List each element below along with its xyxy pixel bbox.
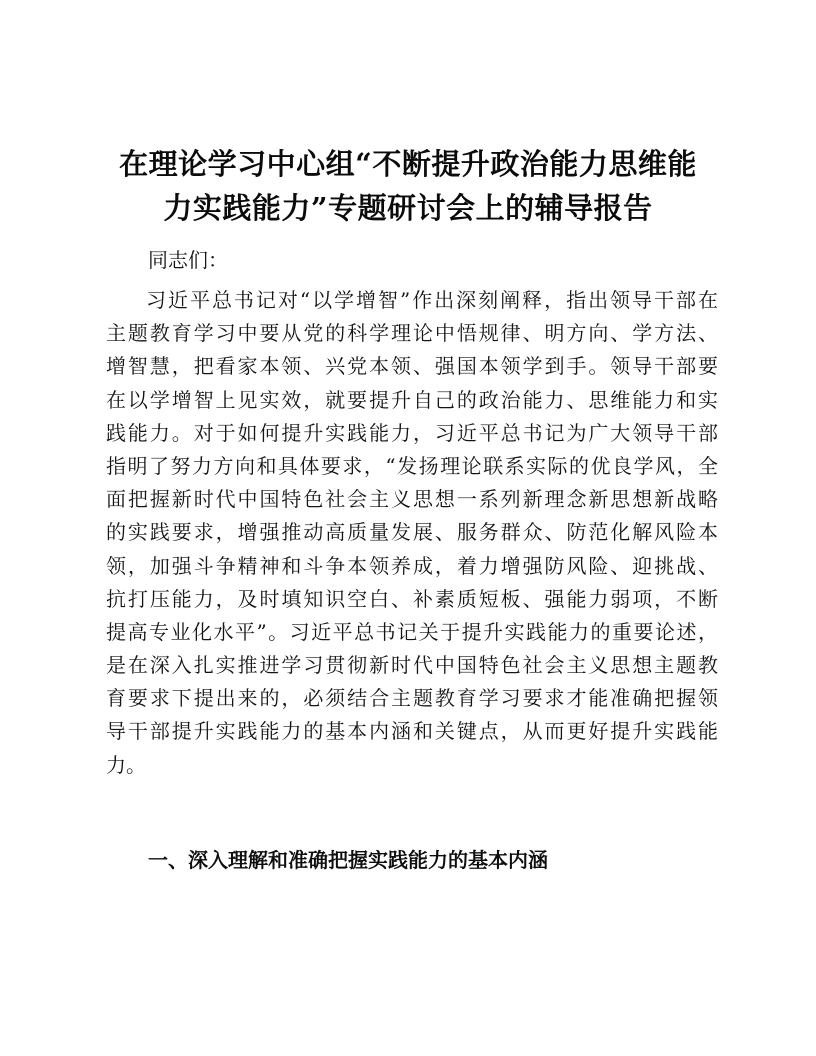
- paragraph-line: 是在深入扎实推进学习贯彻新时代中国特色社会主义思想主题教: [106, 653, 718, 678]
- paragraph-line: 的实践要求，增强推动高质量发展、服务群众、防范化解风险本: [106, 520, 718, 545]
- paragraph-line: 主题教育学习中要从党的科学理论中悟规律、明方向、学方法、: [106, 321, 718, 346]
- paragraph-line: 导干部提升实践能力的基本内涵和关键点，从而更好提升实践能: [106, 719, 718, 744]
- paragraph-line: 践能力。对于如何提升实践能力，习近平总书记为广大领导干部: [106, 420, 718, 445]
- title-line-1: 在理论学习中心组“不断提升政治能力思维能: [119, 147, 697, 181]
- paragraph-line: 领，加强斗争精神和斗争本领养成，着力增强防风险、迎挑战、: [106, 553, 718, 578]
- body-paragraph: [106, 284, 718, 782]
- paragraph-line: 在以学增智上见实效，就要提升自己的政治能力、思维能力和实: [106, 387, 718, 412]
- paragraph-line: 习近平总书记对“以学增智”作出深刻阐释，指出领导干部在: [146, 288, 718, 312]
- document-title: [100, 142, 716, 230]
- paragraph-line: 提高专业化水平”。习近平总书记关于提升实践能力的重要论述，: [106, 619, 718, 644]
- greeting: 同志们：: [148, 248, 228, 272]
- paragraph-line: 指明了努力方向和具体要求，“发扬理论联系实际的优良学风，全: [106, 453, 718, 478]
- title-line-2: 力实践能力”专题研讨会上的辅导报告: [163, 191, 653, 225]
- section-heading: 一、深入理解和准确把握实践能力的基本内涵: [148, 848, 548, 872]
- paragraph-line: 抗打压能力，及时填知识空白、补素质短板、强能力弱项，不断: [106, 586, 718, 611]
- paragraph-line: 育要求下提出来的，必须结合主题教育学习要求才能准确把握领: [106, 686, 718, 711]
- paragraph-line: 力。: [106, 752, 146, 777]
- paragraph-line: 增智慧，把看家本领、兴党本领、强国本领学到手。领导干部要: [106, 354, 718, 379]
- paragraph-line: 面把握新时代中国特色社会主义思想一系列新理念新思想新战略: [106, 487, 718, 512]
